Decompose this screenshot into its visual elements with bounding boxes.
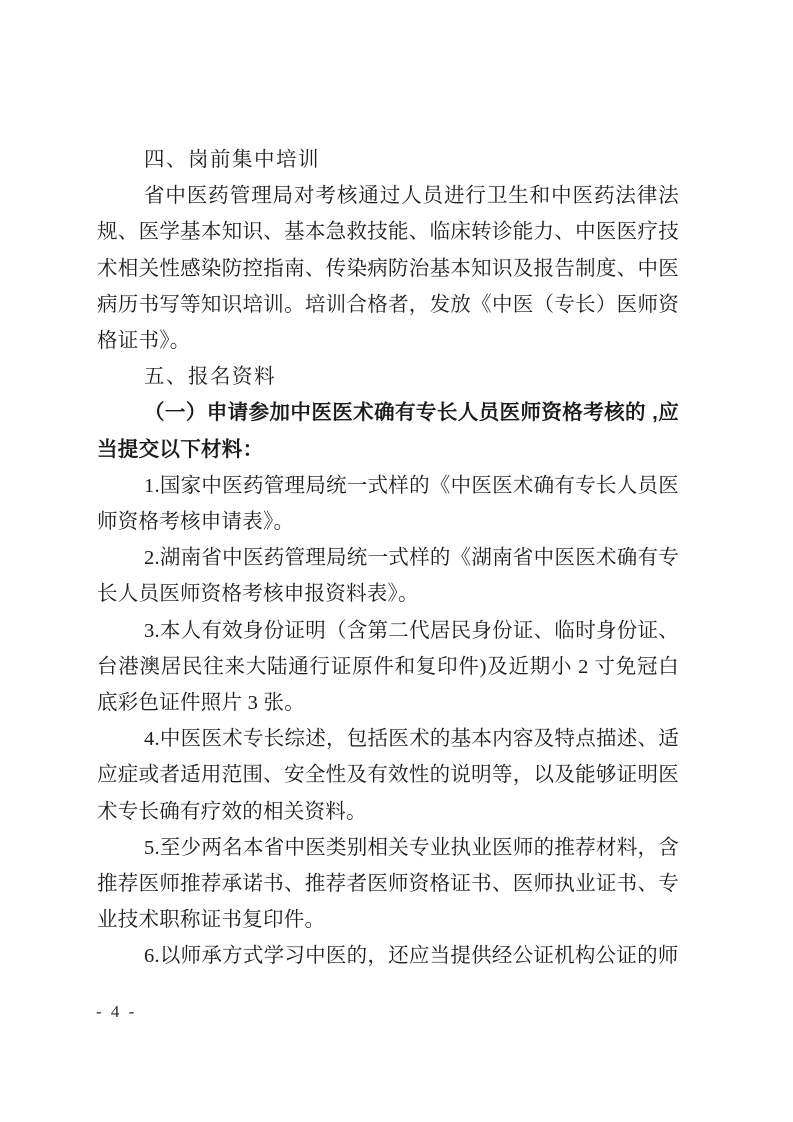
list-item-5: 5.至少两名本省中医类别相关专业执业医师的推荐材料，含推荐医师推荐承诺书、推荐者医师资格证书、医师执业证书、专业技术职称证书复印件。: [97, 836, 679, 932]
list-item-6: 6.以师承方式学习中医的，还应当提供经公证机构公证的师: [144, 945, 679, 968]
requirements-intro: （一）申请参加中医医术确有专长人员医师资格考核的 ,应当提交以下材料：: [97, 401, 679, 461]
list-item-4: 4.中医医术专长综述，包括医术的基本内容及特点描述、适应症或者适用范围、安全性及有效性的说明等，以及能够证明医术专长确有疗效的相关资料。: [97, 728, 679, 823]
section-heading-4: 四、岗前集中培训: [144, 148, 320, 171]
list-item-3: 3.本人有效身份证明（含第二代居民身份证、临时身份证、台港澳居民往来大陆通行证原件和复印件)及近期小 2 寸免冠白底彩色证件照片 3 张。: [97, 619, 679, 715]
paragraph-training: 省中医药管理局对考核通过人员进行卫生和中医药法律法规、医学基本知识、基本急救技能、临床转诊能力、中医医疗技术相关性感染防控指南、传染病防治基本知识及报告制度、中医病历书写等知识培训。培训合格者，发放《中医（专长）医师资格证书》。: [97, 185, 679, 353]
document-body: [97, 142, 679, 975]
list-item-1: 1.国家中医药管理局统一式样的《中医医术确有专长人员医师资格考核申请表》。: [97, 474, 679, 534]
section-heading-5: 五、报名资料: [144, 365, 276, 389]
page-number: - 4 -: [96, 1002, 137, 1021]
list-item-2: 2.湖南省中医药管理局统一式样的《湖南省中医医术确有专长人员医师资格考核申报资料表》。: [97, 547, 679, 606]
